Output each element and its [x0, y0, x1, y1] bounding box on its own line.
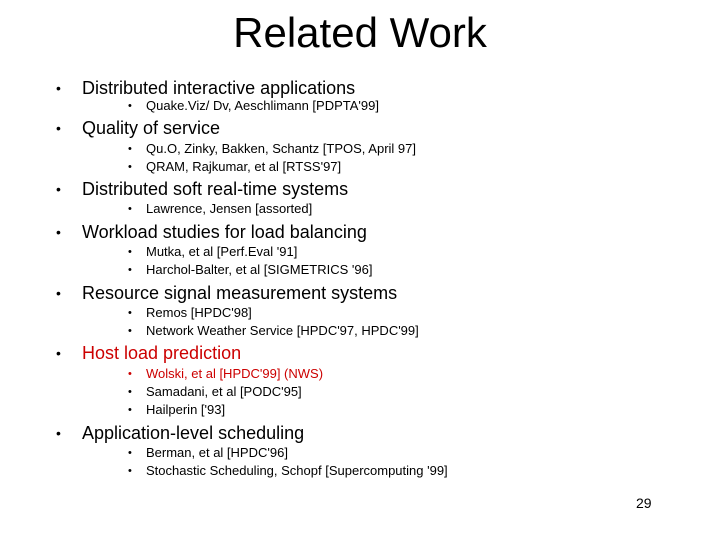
sub-bullet-marker: •	[128, 203, 132, 215]
sub-bullet	[0, 322, 720, 340]
sub-bullet-marker: •	[128, 264, 132, 276]
bullet-heading: Resource signal measurement systems	[82, 283, 398, 303]
sub-bullet-text: Quake.Viz/ Dv, Aeschlimann [PDPTA'99]	[146, 98, 379, 113]
sub-bullet-text: Qu.O, Zinky, Bakken, Schantz [TPOS, April 97]	[146, 141, 416, 156]
bullet-marker: •	[56, 224, 61, 240]
sub-bullet	[0, 97, 720, 115]
sub-bullet	[0, 304, 720, 322]
sub-bullet-text: Mutka, et al [Perf.Eval '91]	[146, 244, 298, 259]
sub-bullet	[0, 158, 720, 176]
sub-bullet-marker: •	[128, 368, 132, 380]
sub-bullet-marker: •	[128, 386, 132, 398]
sub-bullet-marker: •	[128, 143, 132, 155]
sub-bullet-text: Wolski, et al [HPDC'99] (NWS)	[146, 366, 324, 381]
sub-bullet-text: Stochastic Scheduling, Schopf [Supercomputing '99]	[146, 463, 448, 478]
sub-bullet-text: Lawrence, Jensen [assorted]	[146, 201, 313, 216]
sub-bullet-marker: •	[128, 447, 132, 459]
slide-title: Related Work	[233, 9, 487, 56]
sub-bullet	[0, 140, 720, 158]
sub-bullet-text: Samadani, et al [PODC'95]	[146, 384, 302, 399]
sub-bullet	[0, 261, 720, 279]
sub-bullet-text: Network Weather Service [HPDC'97, HPDC'99]	[146, 323, 419, 338]
bullet-marker: •	[56, 345, 61, 361]
bullet-marker: •	[56, 285, 61, 301]
bullet-marker: •	[56, 425, 61, 441]
sub-bullet-text: Berman, et al [HPDC'96]	[146, 445, 288, 460]
sub-bullet-marker: •	[128, 246, 132, 258]
sub-bullet-marker: •	[128, 161, 132, 173]
bullet-resource-signal-measurement-systems	[0, 281, 720, 305]
sub-bullet-text: Remos [HPDC'98]	[146, 305, 252, 320]
sub-bullet-marker: •	[128, 325, 132, 337]
sub-bullet-marker: •	[128, 100, 132, 112]
bullet-host-load-prediction	[0, 341, 720, 365]
bullet-marker: •	[56, 120, 61, 136]
sub-bullet	[0, 243, 720, 261]
bullet-marker: •	[56, 181, 61, 197]
bullet-heading: Application-level scheduling	[82, 423, 305, 443]
bullet-heading: Distributed soft real-time systems	[82, 179, 349, 199]
sub-bullet-marker: •	[128, 465, 132, 477]
bullet-quality-of-service	[0, 116, 720, 140]
bullet-marker: •	[56, 80, 61, 96]
sub-bullet-marker: •	[128, 307, 132, 319]
bullet-heading: Workload studies for load balancing	[82, 222, 367, 242]
sub-bullet	[0, 200, 720, 218]
sub-bullet	[0, 365, 720, 383]
bullet-heading: Host load prediction	[82, 343, 242, 363]
sub-bullet	[0, 444, 720, 462]
bullet-workload-studies	[0, 220, 720, 244]
sub-bullet	[0, 401, 720, 419]
bullet-heading: Distributed interactive applications	[82, 78, 356, 98]
sub-bullet	[0, 462, 720, 480]
page-number: 29	[636, 495, 652, 511]
sub-bullet	[0, 383, 720, 401]
sub-bullet-marker: •	[128, 404, 132, 416]
bullet-application-level-scheduling	[0, 421, 720, 445]
sub-bullet-text: QRAM, Rajkumar, et al [RTSS'97]	[146, 159, 342, 174]
sub-bullet-text: Harchol-Balter, et al [SIGMETRICS '96]	[146, 262, 373, 277]
bullet-distributed-soft-real-time-systems	[0, 177, 720, 201]
sub-bullet-text: Hailperin ['93]	[146, 402, 226, 417]
bullet-heading: Quality of service	[82, 118, 221, 138]
